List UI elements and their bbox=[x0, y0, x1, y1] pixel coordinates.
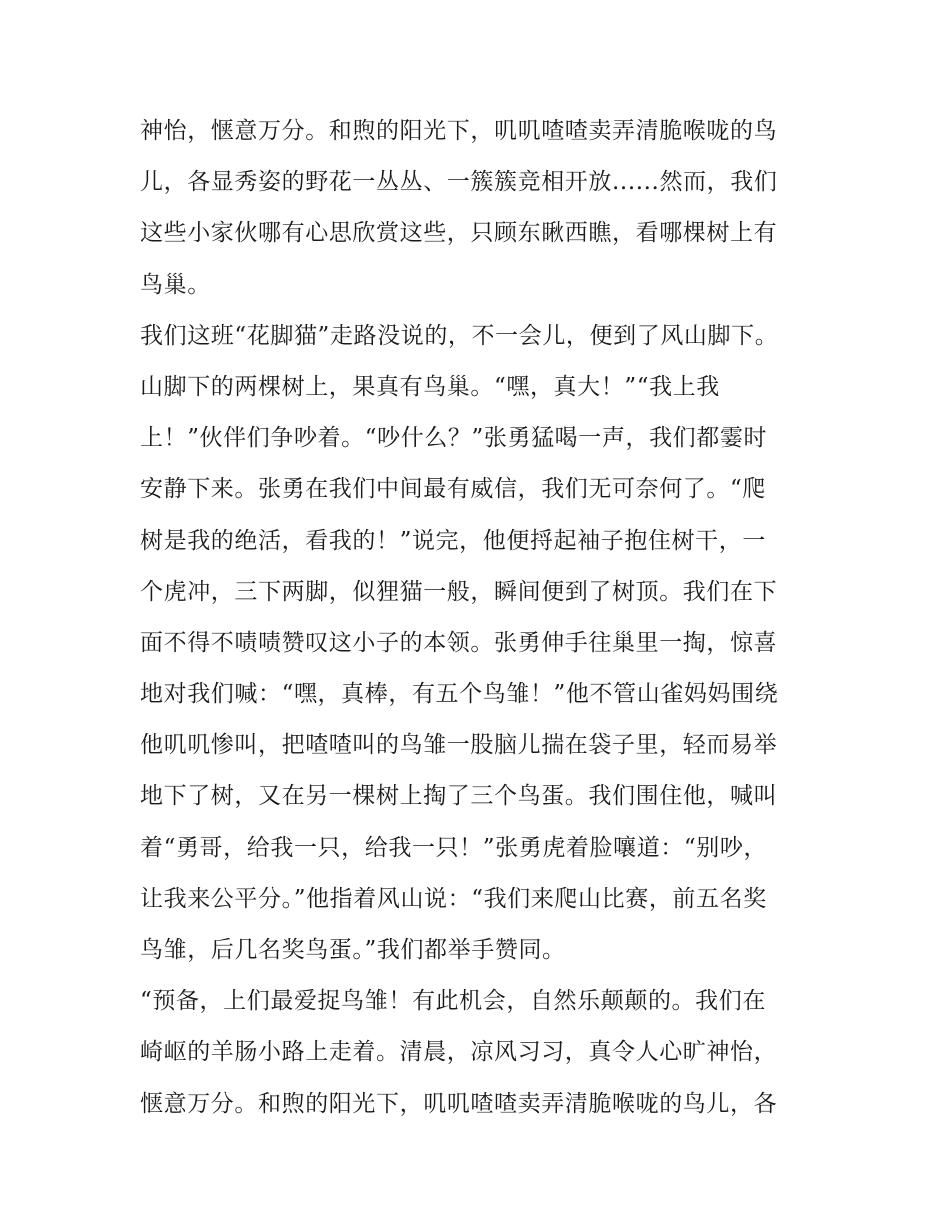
text-line: 他叽叽惨叫，把喳喳叫的鸟雏一股脑儿揣在袋子里，轻而易举 bbox=[140, 732, 778, 759]
text-line: 安静下来。张勇在我们中间最有威信，我们无可奈何了。“爬 bbox=[140, 476, 766, 503]
text-line: 面不得不啧啧赞叹这小子的本领。张勇伸手往巢里一掏，惊喜 bbox=[140, 629, 778, 656]
text-line: “预备，上们最爱捉鸟雏！有此机会，自然乐颠颠的。我们在 bbox=[140, 988, 766, 1015]
text-line: 上！”伙伴们争吵着。“吵什么？”张勇猛喝一声，我们都霎时 bbox=[140, 425, 768, 452]
text-line: 鸟巢。 bbox=[140, 271, 211, 298]
text-line: 这些小家伙哪有心思欣赏这些，只顾东瞅西瞧，看哪棵树上有 bbox=[140, 220, 778, 247]
body-text bbox=[140, 106, 820, 1130]
text-line: 让我来公平分。”他指着风山说：“我们来爬山比赛，前五名奖 bbox=[140, 885, 767, 912]
text-line: 着“勇哥，给我一只，给我一只！”张勇虎着脸嚷道：“别吵， bbox=[140, 834, 768, 861]
text-line: 崎岖的羊肠小路上走着。清晨，凉风习习，真令人心旷神怡， bbox=[140, 1039, 778, 1066]
text-line: 个虎冲，三下两脚，似狸猫一般，瞬间便到了树顶。我们在下 bbox=[140, 578, 778, 605]
text-line: 树是我的绝活，看我的！”说完，他便捋起袖子抱住树干，一 bbox=[140, 527, 766, 554]
text-line: 鸟雏，后几名奖鸟蛋。”我们都举手赞同。 bbox=[140, 937, 566, 963]
text-line: 地下了树，又在另一棵树上掏了三个鸟蛋。我们围住他，喊叫 bbox=[140, 783, 778, 810]
text-line: 神怡，惬意万分。和煦的阳光下，叽叽喳喳卖弄清脆喉咙的鸟 bbox=[140, 118, 778, 144]
text-line: 儿，各显秀姿的野花一丛丛、一簇簇竞相开放......然而，我们 bbox=[140, 169, 778, 196]
text-line: 我们这班“花脚猫”走路没说的，不一会儿，便到了风山脚下。 bbox=[140, 322, 779, 349]
text-line: 山脚下的两棵树上，果真有鸟巢。“嘿，真大！”“我上我 bbox=[140, 373, 720, 400]
text-line: 惬意万分。和煦的阳光下，叽叽喳喳卖弄清脆喉咙的鸟儿，各 bbox=[140, 1090, 778, 1117]
text-line: 地对我们喊：“嘿，真棒，有五个鸟雏！”他不管山雀妈妈围绕 bbox=[140, 681, 779, 708]
